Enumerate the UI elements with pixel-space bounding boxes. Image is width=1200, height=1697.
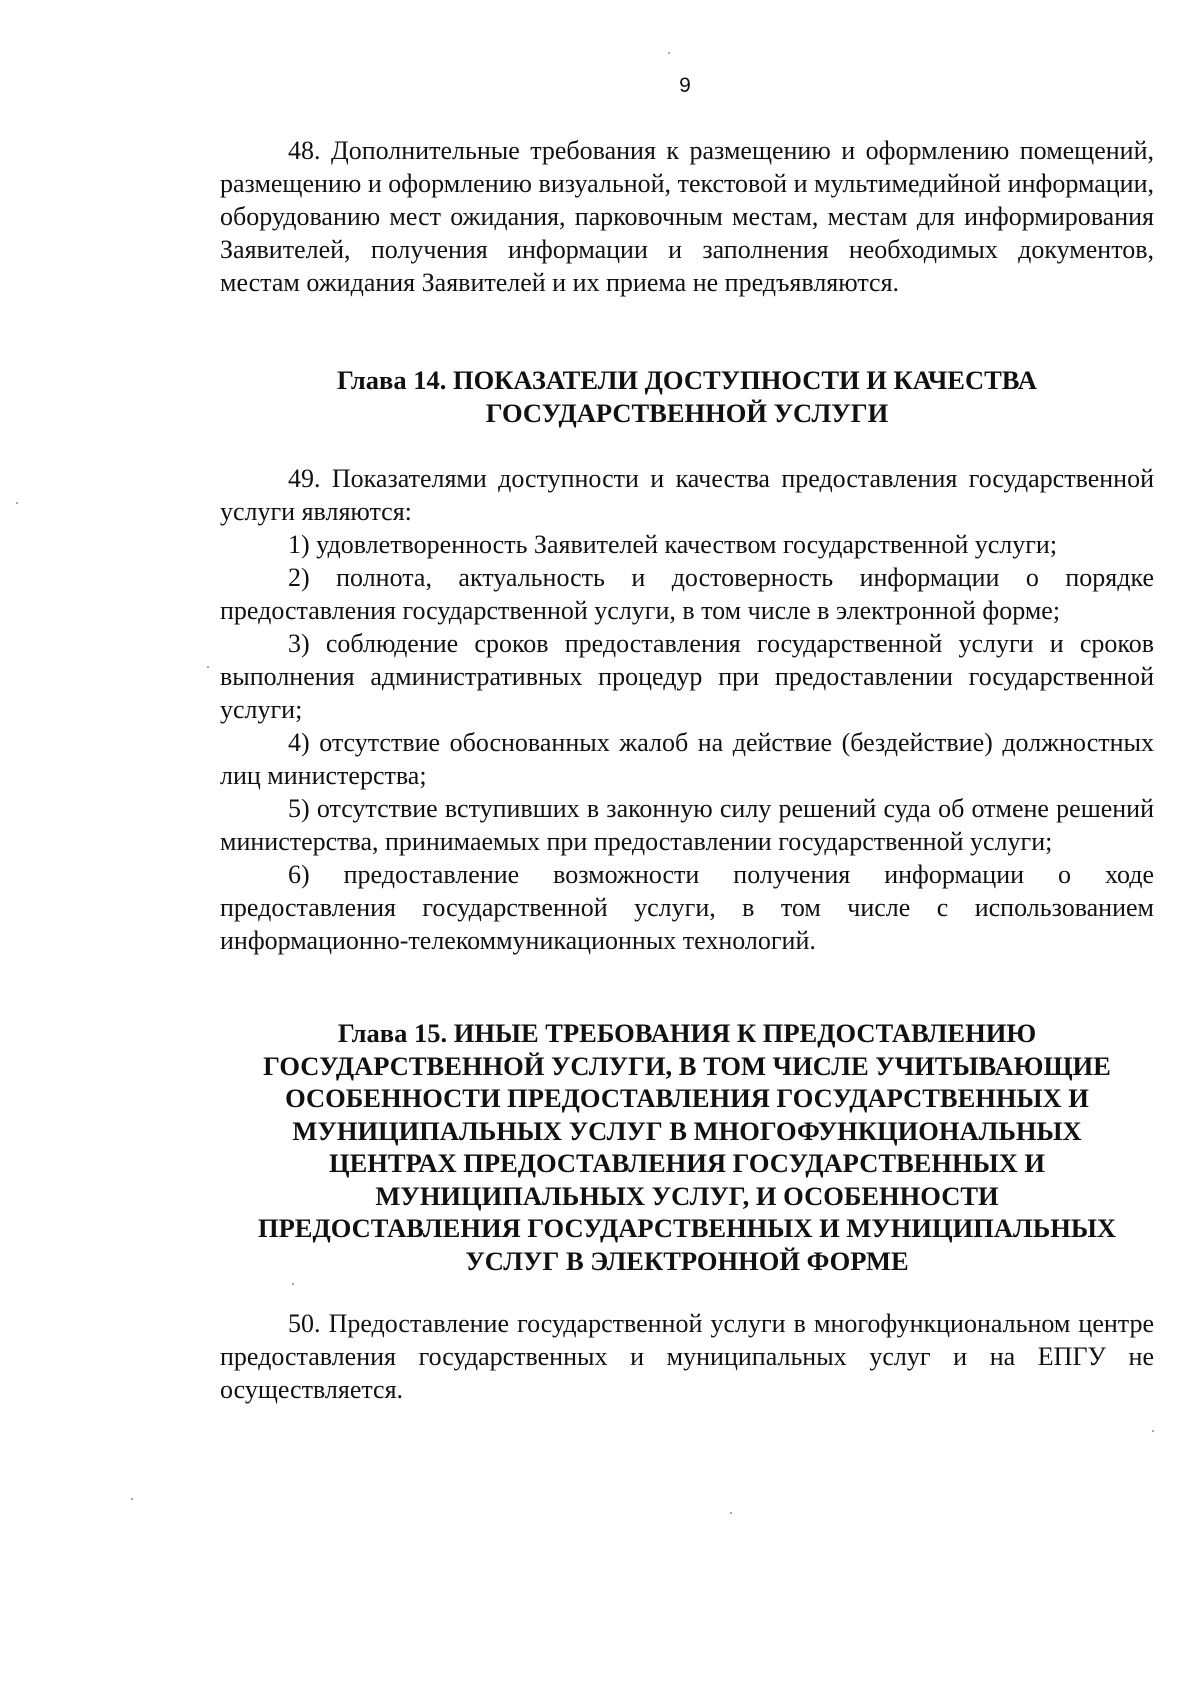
section-49 (220, 462, 1154, 957)
section-50 (220, 1307, 1154, 1406)
list-item-1: 1) удовлетворенность Заявителей качеством государственной услуги; (288, 530, 1058, 559)
chapter-14-heading (220, 364, 1154, 429)
scan-speck (730, 1512, 732, 1514)
list-item-5: 5) отсутствие вступивших в законную силу решений суда об отмене решений министерства, принимаемых при предоставлении государственной услуги; (220, 794, 1154, 856)
paragraph-50: 50. Предоставление государственной услуги в многофункциональном центре предоставления государственных и муниципальных услуг и на ЕПГУ не осуществляется. (220, 1309, 1154, 1404)
scan-speck (668, 52, 670, 54)
page-number: 9 (679, 74, 691, 97)
list-item-3: 3) соблюдение сроков предоставления государственной услуги и сроков выполнения административных процедур при предоставлении государственной услуги; (220, 629, 1154, 724)
chapter-15-heading-line-8: УСЛУГ В ЭЛЕКТРОННОЙ ФОРМЕ (465, 1245, 909, 1276)
chapter-15-heading-line-2: ГОСУДАРСТВЕННОЙ УСЛУГИ, В ТОМ ЧИСЛЕ УЧИТЫВАЮЩИЕ (263, 1050, 1111, 1081)
paragraph-49-intro: 49. Показателями доступности и качества предоставления государственной услуги являются: (220, 464, 1154, 526)
chapter-15-heading-line-7: ПРЕДОСТАВЛЕНИЯ ГОСУДАРСТВЕННЫХ И МУНИЦИПАЛЬНЫХ (257, 1213, 1117, 1243)
chapter-15-heading-line-5: ЦЕНТРАХ ПРЕДОСТАВЛЕНИЯ ГОСУДАРСТВЕННЫХ И (329, 1148, 1045, 1178)
chapter-14-heading-line-2: ГОСУДАРСТВЕННОЙ УСЛУГИ (485, 397, 889, 428)
list-item-4: 4) отсутствие обоснованных жалоб на действие (бездействие) должностных лиц министерства; (220, 728, 1154, 790)
chapter-15-heading-line-4: МУНИЦИПАЛЬНЫХ УСЛУГ В МНОГОФУНКЦИОНАЛЬНЫХ (292, 1115, 1082, 1146)
scan-speck (16, 502, 18, 504)
scan-speck (292, 1283, 294, 1285)
scan-speck (1152, 1430, 1154, 1432)
scan-speck (207, 666, 209, 668)
chapter-14-heading-line-1: Глава 14. ПОКАЗАТЕЛИ ДОСТУПНОСТИ И КАЧЕСТВА (337, 365, 1037, 395)
section-48 (220, 134, 1154, 299)
list-item-6: 6) предоставление возможности получения информации о ходе предоставления государственной услуги, в том числе с использованием информационно-телекоммуникационных технологий. (220, 860, 1154, 955)
list-item-2: 2) полнота, актуальность и достоверность информации о порядке предоставления государственной услуги, в том числе в электронной форме; (220, 563, 1154, 625)
chapter-15-heading-line-1: Глава 15. ИНЫЕ ТРЕБОВАНИЯ К ПРЕДОСТАВЛЕНИЮ (337, 1018, 1037, 1048)
scan-speck (131, 1498, 133, 1500)
chapter-15-heading-line-3: ОСОБЕННОСТИ ПРЕДОСТАВЛЕНИЯ ГОСУДАРСТВЕННЫХ И (285, 1083, 1089, 1113)
paragraph-48: 48. Дополнительные требования к размещению и оформлению помещений, размещению и оформлению визуальной, текстовой и мультимедийной информации, оборудованию мест ожидания, парковочным местам, местам для информирования Заявителей, получения информации и заполнения необходимых документов, местам ожидания Заявителей и их приема не предъявляются. (220, 136, 1154, 297)
chapter-15-heading-line-6: МУНИЦИПАЛЬНЫХ УСЛУГ, И ОСОБЕННОСТИ (375, 1180, 999, 1211)
chapter-15-heading (220, 1017, 1154, 1277)
